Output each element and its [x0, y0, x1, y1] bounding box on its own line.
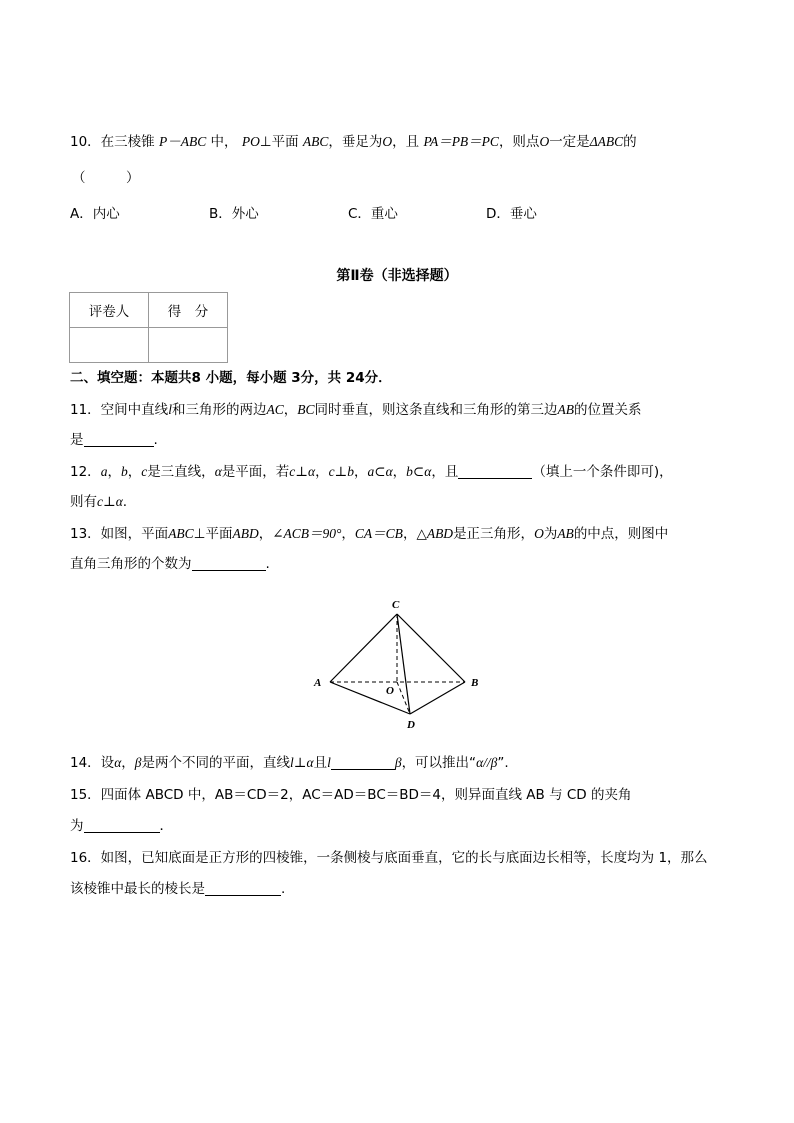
- q10-text: ，则点: [498, 134, 540, 150]
- pyramid-figure: [300, 590, 500, 740]
- q12-text: ，: [315, 464, 329, 480]
- q11-text: 的位置关系: [573, 402, 642, 418]
- q10-option-b: B．外心: [209, 206, 259, 222]
- q15-answer-blank[interactable]: [84, 818, 160, 833]
- q10-text: 一定是: [549, 134, 590, 150]
- edge-cb: [397, 614, 465, 682]
- q10-math: PO: [241, 134, 260, 149]
- q14-answer-blank[interactable]: [331, 755, 395, 770]
- q13-math: CA＝CB: [354, 526, 403, 541]
- q11-math: l: [168, 402, 172, 417]
- q11-text: 和三角形的两边: [171, 402, 267, 418]
- q15-line2: [70, 816, 173, 836]
- q11-text: 11．空间中直线: [70, 402, 169, 418]
- q15-text: 为: [70, 818, 84, 834]
- q12-math: α: [214, 464, 222, 479]
- score-table-header-grader: 评卷人: [70, 293, 149, 328]
- q13-answer-blank[interactable]: [192, 556, 266, 571]
- q10-math: PA＝PB＝PC: [423, 134, 499, 149]
- q13-text: ，: [258, 526, 273, 542]
- q12-text: 则有: [70, 494, 97, 510]
- edge-cd: [397, 614, 410, 714]
- q14-math: α: [114, 755, 122, 770]
- q16-line1: 16．如图，已知底面是正方形的四棱锥，一条侧棱与底面垂直，它的长与底面边长相等，长度均为 1，那么: [70, 850, 708, 866]
- q12-text: ，: [392, 464, 407, 480]
- score-table-cell-score: [149, 328, 228, 363]
- q11-text: ，: [283, 402, 298, 418]
- q15-text: ．: [159, 818, 173, 834]
- q13-math: ∠ACB＝90°: [272, 526, 342, 541]
- q10-option-d: D．垂心: [486, 206, 537, 222]
- q10-text: 中，: [210, 134, 238, 150]
- q12-math: c⊥α: [97, 494, 123, 509]
- q13-line1: [70, 524, 668, 544]
- q14-math: α//β: [476, 755, 498, 770]
- q11-math: AC: [266, 402, 284, 417]
- q10-math: O: [539, 134, 550, 149]
- edge-db: [410, 682, 465, 714]
- q14-math: β: [394, 755, 402, 770]
- q13-text: 是正三角形，: [453, 526, 535, 542]
- q10-line1: [70, 132, 637, 152]
- q15-line1: 15．四面体 ABCD 中，AB＝CD＝2，AC＝AD＝BC＝BD＝4，则异面直线 AB 与 CD 的夹角: [70, 787, 632, 803]
- q13-math: ABD: [232, 526, 259, 541]
- section-title: 第Ⅱ卷（非选择题）: [336, 268, 458, 284]
- q12-text: 是三直线，: [147, 464, 215, 480]
- score-table-header-score: 得 分: [149, 293, 228, 328]
- edge-ad: [330, 682, 410, 714]
- q12-math: c⊥b: [328, 464, 355, 479]
- q10-option-c: C．重心: [348, 206, 398, 222]
- score-table-cell-grader: [70, 328, 149, 363]
- q13-text: ，: [341, 526, 355, 542]
- q14-text: 14．设: [70, 755, 115, 771]
- q12-math: c: [141, 464, 148, 479]
- q12-math: c⊥α: [289, 464, 316, 479]
- q13-math: △ABD: [416, 526, 454, 541]
- q13-math: O: [534, 526, 544, 541]
- q13-line2: [70, 554, 270, 574]
- q13-text: .: [265, 556, 270, 572]
- q10-answer-paren: （ ）: [72, 170, 140, 186]
- q16-line2: [70, 879, 285, 899]
- q10-text: 10．在三棱锥: [70, 134, 155, 150]
- q10-math: ΔABC: [589, 134, 624, 149]
- q14-text: 且: [313, 755, 328, 771]
- q12-math: b: [120, 464, 128, 479]
- label-a: A: [314, 677, 322, 689]
- q12-text: （填上一个条件即可)，: [532, 464, 673, 480]
- q12-math: a⊂α: [367, 464, 393, 479]
- q12-text: ，且: [431, 464, 459, 480]
- q11-text: .: [153, 432, 158, 448]
- q14-math: l: [327, 755, 331, 770]
- q10-text: 的: [623, 134, 637, 150]
- q10-option-a: A．内心: [70, 206, 120, 222]
- q13-math: ABC: [168, 526, 194, 541]
- q13-text: 为: [543, 526, 558, 542]
- q13-math: AB: [557, 526, 574, 541]
- q11-answer-blank[interactable]: [84, 432, 154, 447]
- label-d: D: [407, 719, 415, 731]
- q12-answer-blank[interactable]: [458, 464, 532, 479]
- q16-answer-blank[interactable]: [205, 881, 281, 896]
- q12-text: ，: [127, 464, 142, 480]
- q11-line1: [70, 400, 641, 420]
- q12-math: b⊂α: [406, 464, 432, 479]
- label-c: C: [392, 599, 400, 611]
- q12-text: ，: [354, 464, 368, 480]
- q10-math: O: [382, 134, 393, 149]
- q14-text: ，可以推出“: [401, 755, 477, 771]
- q14-math: l⊥α: [290, 755, 314, 770]
- q10-math: ABC: [302, 134, 329, 149]
- q13-text: ，: [402, 526, 417, 542]
- q12-math: a: [100, 464, 108, 479]
- q14-line1: [70, 753, 509, 773]
- q12-text: 12．: [70, 464, 101, 480]
- q11-math: AB: [557, 402, 574, 417]
- part2-heading: 二、填空题：本题共8 小题，每小题 3分，共 24分．: [70, 370, 392, 386]
- q11-math: BC: [297, 402, 315, 417]
- edge-ac: [330, 614, 397, 682]
- q14-text: ，: [121, 755, 135, 771]
- q10-text: ，垂足为: [328, 134, 383, 150]
- q12-line1: [70, 462, 673, 482]
- q14-math: β: [134, 755, 142, 770]
- q13-text: ⊥平面: [193, 526, 233, 542]
- q16-text: 该棱锥中最长的棱长是: [70, 881, 205, 897]
- q12-text: ，: [107, 464, 121, 480]
- q12-line2: [70, 492, 127, 512]
- q14-text: 是两个不同的平面，直线: [141, 755, 291, 771]
- q12-text: .: [122, 494, 128, 510]
- q13-text: 13．如图，平面: [70, 526, 169, 542]
- q10-text: ，且: [392, 134, 420, 150]
- q13-text: 的中点，则图中: [573, 526, 669, 542]
- q10-math: P－ABC: [158, 134, 207, 149]
- label-b: B: [471, 677, 479, 689]
- q11-text: 是: [70, 432, 84, 448]
- label-o: O: [386, 685, 394, 697]
- q16-text: .: [281, 881, 286, 897]
- q14-text: ”.: [497, 755, 509, 771]
- q11-text: 同时垂直，则这条直线和三角形的第三边: [314, 402, 558, 418]
- score-table: [69, 292, 228, 363]
- q10-text: ⊥平面: [259, 134, 299, 150]
- q11-line2: [70, 430, 158, 450]
- q13-text: 直角三角形的个数为: [70, 556, 192, 572]
- q12-text: 是平面，若: [221, 464, 290, 480]
